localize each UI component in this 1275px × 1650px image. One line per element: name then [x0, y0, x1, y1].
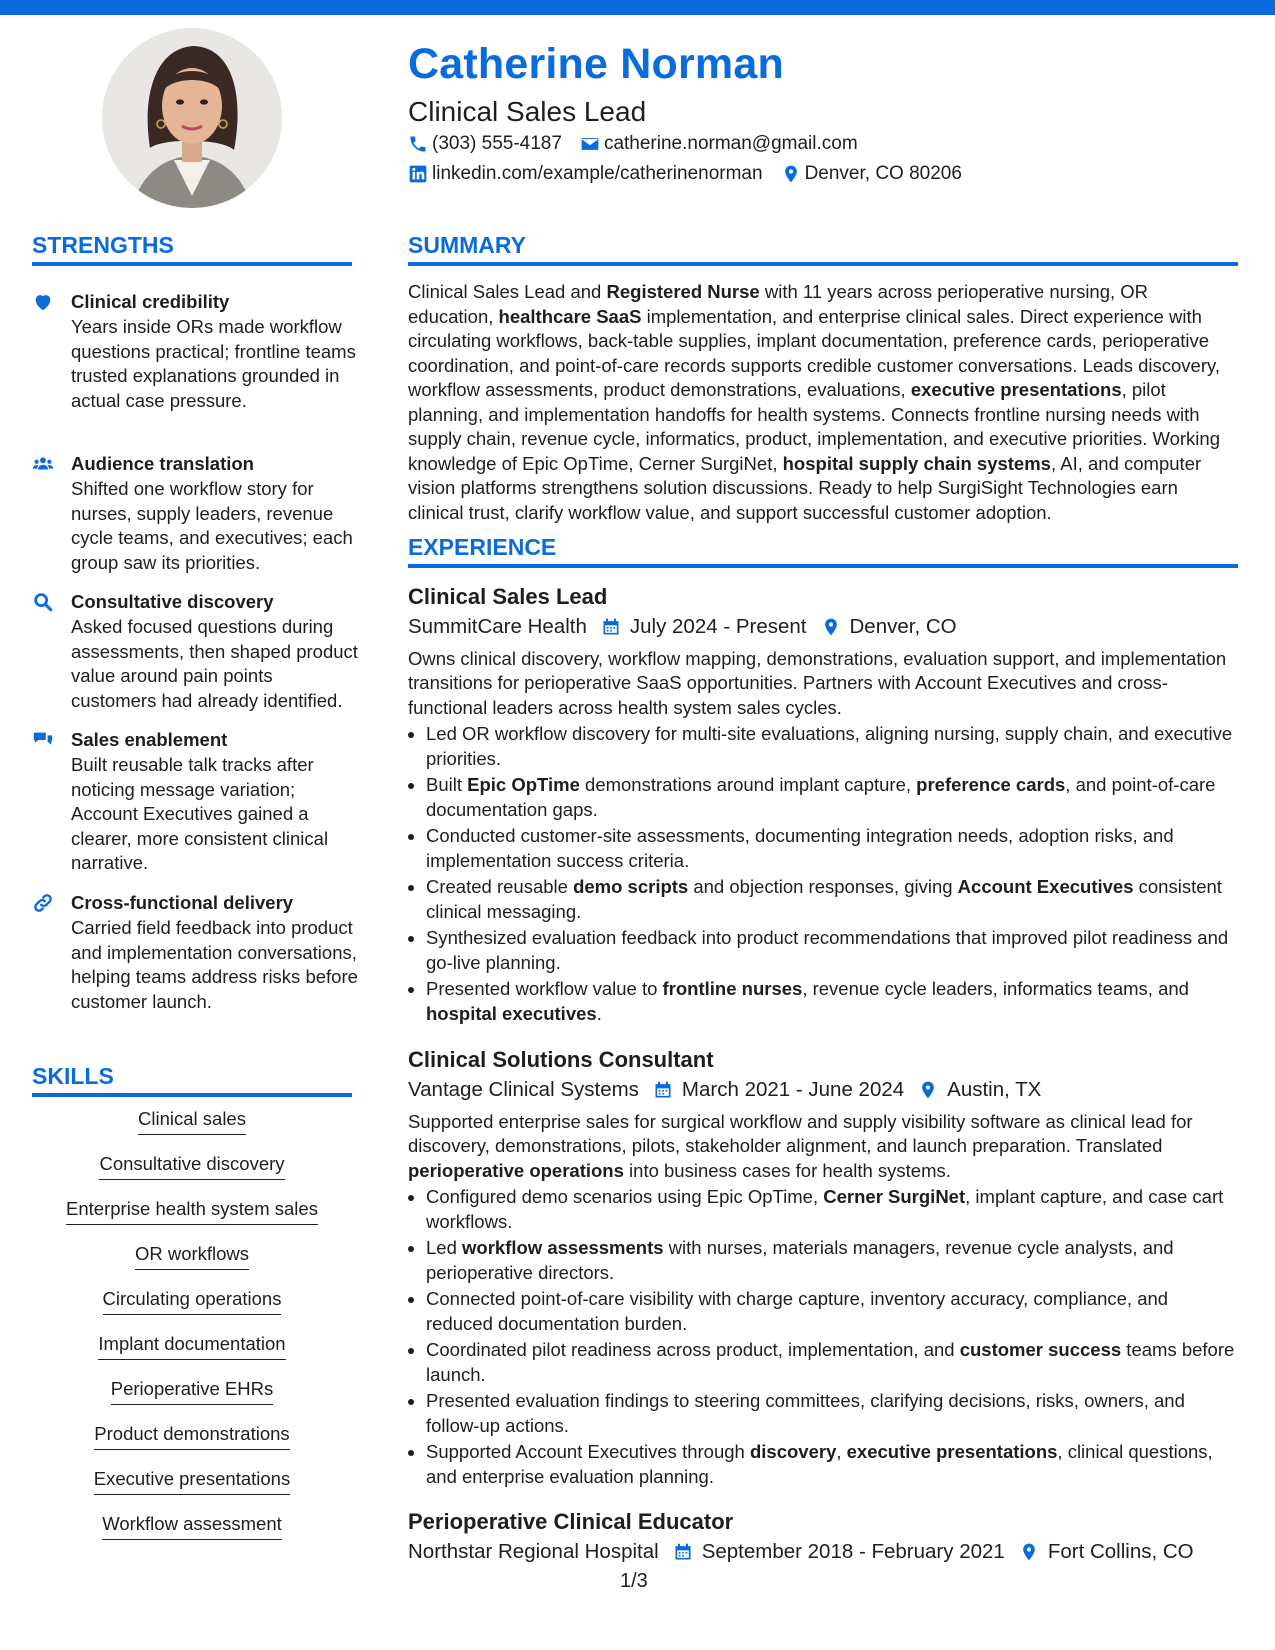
bullet-item: • Presented evaluation findings to steering committees, clarifying decisions, risks, owners, and follow-up actions.	[426, 1389, 1238, 1438]
map-pin-icon	[821, 617, 841, 637]
link-icon	[32, 892, 54, 914]
strength-title: Cross-functional delivery	[71, 892, 294, 913]
summary-heading: SUMMARY	[408, 232, 1238, 266]
bullet-item: • Created reusable demo scripts and objection responses, giving Account Executives consistent clinical messaging.	[426, 875, 1238, 924]
email-text: catherine.norman@gmail.com	[603, 133, 858, 154]
bullet-item: • Conducted customer-site assessments, documenting integration needs, adoption risks, and implementation success criteria.	[426, 824, 1238, 873]
location-text: Denver, CO 80206	[804, 163, 962, 184]
job-title: Clinical Solutions Consultant	[408, 1047, 714, 1072]
job-bullets	[408, 1185, 1238, 1489]
job-entry	[408, 1508, 1238, 1572]
candidate-name: Catherine Norman	[408, 40, 784, 88]
experience-heading: EXPERIENCE	[408, 534, 1238, 568]
map-pin-icon	[781, 164, 801, 184]
strength-title: Audience translation	[71, 453, 254, 474]
skill-item: Clinical sales	[32, 1108, 352, 1153]
phone-item[interactable]	[408, 133, 562, 155]
bullet-item: • Led OR workflow discovery for multi-site evaluations, aligning nursing, supply chain, and executive priorities.	[426, 722, 1238, 771]
contact-row-1	[408, 133, 876, 155]
job-location: Austin, TX	[947, 1078, 1042, 1101]
email-item[interactable]	[580, 133, 858, 155]
heart-icon	[32, 291, 54, 313]
job-title: Clinical Sales Lead	[408, 584, 608, 609]
skill-item: Workflow assessment	[32, 1513, 352, 1558]
phone-icon	[408, 134, 428, 154]
bullet-item: • Led workflow assessments with nurses, materials managers, revenue cycle analysts, and perioperative directors.	[426, 1236, 1238, 1285]
linkedin-icon	[408, 164, 428, 184]
candidate-title: Clinical Sales Lead	[408, 96, 647, 127]
job-dates: July 2024 - Present	[629, 615, 807, 638]
bullet-item: • Configured demo scenarios using Epic OpTime, Cerner SurgiNet, implant capture, and case cart workflows.	[426, 1185, 1238, 1234]
strength-item	[32, 452, 362, 575]
skill-item: Product demonstrations	[32, 1423, 352, 1468]
linkedin-text: linkedin.com/example/catherinenorman	[432, 163, 763, 184]
job-meta	[408, 1540, 1238, 1565]
skill-item: Perioperative EHRs	[32, 1378, 352, 1423]
calendar-icon	[653, 1080, 673, 1100]
calendar-icon	[601, 617, 621, 637]
job-company: Northstar Regional Hospital	[408, 1540, 659, 1563]
strength-desc: Asked focused questions during assessments, then shaped product value around pain points customers had already identified.	[71, 616, 358, 711]
users-icon	[32, 453, 54, 475]
skill-item: Implant documentation	[32, 1333, 352, 1378]
job-company: Vantage Clinical Systems	[408, 1078, 639, 1101]
strength-desc: Shifted one workflow story for nurses, supply leaders, revenue cycle teams, and executives; each group saw its priorities.	[71, 478, 353, 573]
bullet-item: • Built Epic OpTime demonstrations around implant capture, preference cards, and point-of-care documentation gaps.	[426, 773, 1238, 822]
job-location: Denver, CO	[849, 615, 957, 638]
skill-item: Circulating operations	[32, 1288, 352, 1333]
strength-item	[32, 290, 362, 413]
bullet-item: • Synthesized evaluation feedback into product recommendations that improved pilot readiness and go-live planning.	[426, 926, 1238, 975]
search-icon	[32, 591, 54, 613]
bullet-item: • Presented workflow value to frontline nurses, revenue cycle leaders, informatics teams, and hospital executives.	[426, 977, 1238, 1026]
strength-desc: Built reusable talk tracks after noticing message variation; Account Executives gained a clearer, more consistent clinical narrative.	[71, 754, 329, 873]
job-description: Owns clinical discovery, workflow mapping, demonstrations, evaluation support, and implementation transitions for perioperative SaaS opportunities. Partners with Account Executives and cross-functional leaders across health system sales cycles.	[408, 647, 1227, 718]
strength-item	[32, 728, 362, 876]
job-meta	[408, 1078, 1238, 1103]
contact-row-2	[408, 163, 980, 185]
top-accent-bar	[0, 0, 1275, 15]
job-location: Fort Collins, CO	[1047, 1540, 1194, 1563]
phone-text: (303) 555-4187	[432, 133, 562, 154]
location-item	[781, 163, 962, 185]
job-dates: March 2021 - June 2024	[681, 1078, 905, 1101]
bullet-item: • Coordinated pilot readiness across product, implementation, and customer success teams before launch.	[426, 1338, 1238, 1387]
job-company: SummitCare Health	[408, 615, 587, 638]
strength-item	[32, 590, 362, 713]
strength-title: Consultative discovery	[71, 591, 274, 612]
skill-item: Consultative discovery	[32, 1153, 352, 1198]
skill-item: Executive presentations	[32, 1468, 352, 1513]
map-pin-icon	[1019, 1542, 1039, 1562]
strength-title: Sales enablement	[71, 729, 228, 750]
comments-icon	[32, 729, 54, 751]
skills-list	[32, 1108, 352, 1558]
calendar-icon	[673, 1542, 693, 1562]
page-number: 1/3	[620, 1570, 648, 1592]
summary-text: Clinical Sales Lead and Registered Nurse with 11 years across perioperative nursing, OR education, healthcare SaaS implementation, and enterprise clinical sales. Direct experience with circulating workflows, back-table supplies, implant documentation, preference cards, perioperative coordination, and point-of-care records supports credible customer conversations. Leads discovery, workflow assessments, product demonstrations, evaluations, executive presentations, pilot planning, and implementation handoffs for health systems. Connects frontline nursing needs with supply chain, revenue cycle, informatics, product, implementation, and executive priorities. Working knowledge of Epic OpTime, Cerner SurgiNet, hospital supply chain systems, AI, and computer vision platforms strengthens solution discussions. Ready to help SurgiSight Technologies earn clinical trust, clarify workflow value, and support successful customer adoption.	[408, 281, 1221, 523]
profile-photo	[102, 28, 282, 208]
strength-desc: Years inside ORs made workflow questions practical; frontline teams trusted explanations grounded in actual case pressure.	[71, 316, 356, 411]
linkedin-item[interactable]	[408, 163, 763, 185]
strength-title: Clinical credibility	[71, 291, 230, 312]
strengths-heading: STRENGTHS	[32, 232, 352, 266]
job-bullets	[408, 722, 1238, 1026]
bullet-item: • Connected point-of-care visibility with charge capture, inventory accuracy, compliance, and reduced documentation burden.	[426, 1287, 1238, 1336]
job-entry	[408, 1046, 1238, 1491]
map-pin-icon	[918, 1080, 938, 1100]
bullet-item: • Supported Account Executives through discovery, executive presentations, clinical questions, and enterprise evaluation planning.	[426, 1440, 1238, 1489]
strength-desc: Carried field feedback into product and implementation conversations, helping teams address risks before customer launch.	[71, 917, 358, 1012]
job-description: Supported enterprise sales for surgical workflow and supply visibility software as clinical lead for discovery, demonstrations, pilots, stakeholder alignment, and launch preparation. Translated perioperative operations into business cases for health systems.	[408, 1110, 1193, 1181]
email-icon	[580, 134, 600, 154]
job-dates: September 2018 - February 2021	[701, 1540, 1005, 1563]
skill-item: Enterprise health system sales	[32, 1198, 352, 1243]
skill-item: OR workflows	[32, 1243, 352, 1288]
job-entry	[408, 583, 1238, 1028]
job-meta	[408, 615, 1238, 640]
job-title: Perioperative Clinical Educator	[408, 1509, 734, 1534]
skills-heading: SKILLS	[32, 1063, 352, 1097]
strength-item	[32, 891, 362, 1014]
